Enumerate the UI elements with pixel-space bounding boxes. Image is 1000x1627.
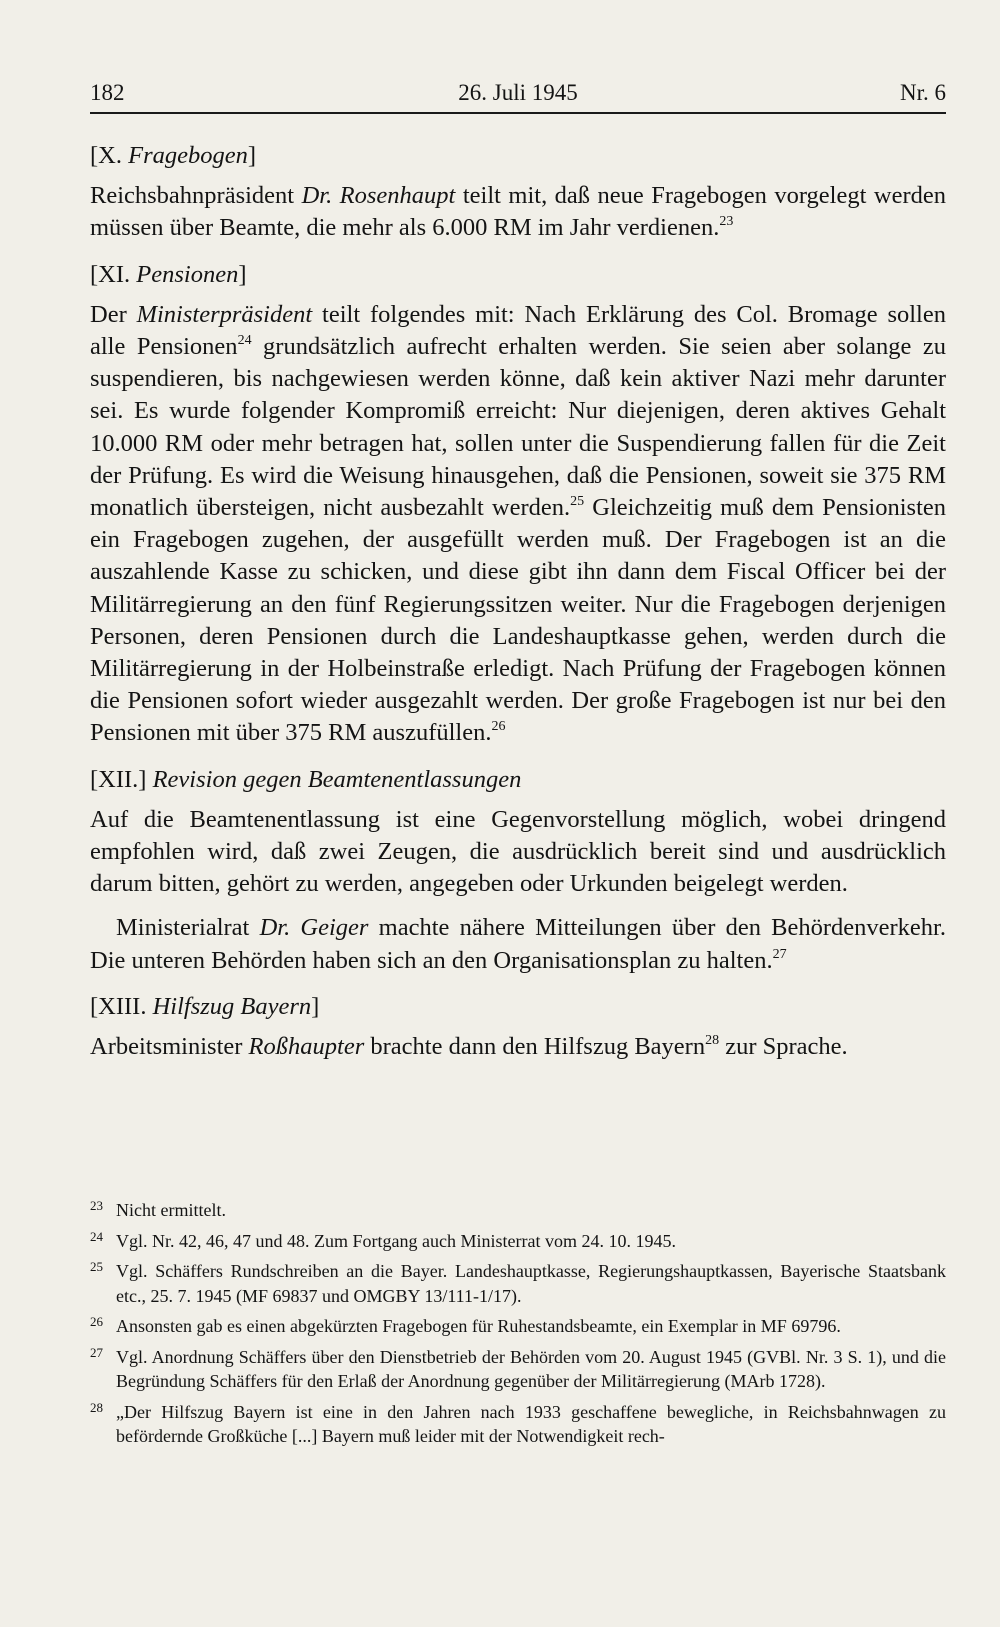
footnote-ref: 25 xyxy=(570,494,585,510)
footnote-ref: 26 xyxy=(491,719,506,735)
footnote-ref: 28 xyxy=(705,1033,720,1049)
section-heading-xii: [XII.] Revision gegen Beamtenentlassungen xyxy=(90,765,522,793)
main-text xyxy=(90,140,946,1077)
footnotes xyxy=(90,1198,946,1455)
section-heading-xi: [XI. Pensionen] xyxy=(90,260,247,288)
footnote: 23 Nicht ermittelt. xyxy=(90,1198,226,1220)
paragraph-xii-2: Ministerialrat Dr. Geiger machte nähere Mitteilungen über den Behördenverkehr. Die unteren Behörden haben sich an den Organisationsplan zu halten.$^{27}$ xyxy=(90,914,946,974)
footnote: 28 „Der Hilfszug Bayern ist eine in den Jahren nach 1933 geschaffene bewegliche, in Reichsbahnwagen zu befördernde Großküche [...] Bayern muß leider mit der Notwendigkeit rech- xyxy=(90,1399,946,1446)
section-heading-xiii: [XIII. Hilfszug Bayern] xyxy=(90,992,320,1020)
person-name: Dr. Rosenhaupt xyxy=(301,182,456,210)
document-number: Nr. 6 xyxy=(900,80,946,105)
header-date: 26. Juli 1945 xyxy=(458,80,578,105)
footnote: 27 Vgl. Anordnung Schäffers über den Dienstbetrieb der Behörden vom 20. August 1945 (GVBl. Nr. 3 S. 1), und die Begründung Schäffers für den Erlaß der Anordnung gegenüber der Militärregierung (MArb 1728). xyxy=(90,1344,946,1391)
page-number: 182 xyxy=(90,80,125,105)
person-name: Roßhaupter xyxy=(248,1033,365,1061)
person-name: Dr. Geiger xyxy=(259,914,369,942)
footnote-ref: 23 xyxy=(719,214,734,230)
footnote-ref: 27 xyxy=(772,946,787,962)
paragraph-xii-1: Auf die Beamtenentlassung ist eine Gegenvorstellung möglich, wobei dringend empfohlen wird, daß zwei Zeugen, die ausdrücklich bereit sind und ausdrücklich darum bitten, gehört zu werden, angegeben oder Urkunden beigelegt werden. xyxy=(90,805,946,898)
section-heading-x: [X. Fragebogen] xyxy=(90,142,257,169)
footnote: 25 Vgl. Schäffers Rundschreiben an die Bayer. Landeshauptkasse, Regierungshauptkassen, Bayerische Staatsbank etc., 25. 7. 1945 (MF 69837 und OMGBY 13/111-1/17). xyxy=(90,1259,946,1306)
paragraph-xiii-1: Arbeitsminister Roßhaupter brachte dann den Hilfszug Bayern$^{28}$ zur Sprache. xyxy=(90,1033,848,1061)
paragraph-x-1: Reichsbahnpräsident Dr. Rosenhaupt teilt mit, daß neue Fragebogen vorgelegt werden müssen über Beamte, die mehr als 6.000 RM im Jahr verdienen.$^{23}$ xyxy=(90,182,946,242)
footnote: 24 Vgl. Nr. 42, 46, 47 und 48. Zum Fortgang auch Ministerrat vom 24. 10. 1945. xyxy=(90,1228,676,1251)
page-header xyxy=(90,76,946,114)
footnote-ref: 24 xyxy=(237,333,252,349)
paragraph-xi-1: Der Ministerpräsident teilt folgendes mit: Nach Erklärung des Col. Bromage sollen alle Pensionen$^{24}$ grundsätzlich aufrecht erhalten werden. Sie seien aber solange zu suspendieren, bis nachgewiesen werden könne, daß kein aktiver Nazi mehr darunter sei. Es wurde folgender Kompromiß erreicht: Nur diejenigen, deren aktives Gehalt 10.000 RM oder mehr betragen hat, sollen unter die Suspendierung fallen für die Zeit der Prüfung. Es wird die Weisung hinausgehen, daß die Pensionen, soweit sie 375 RM monatlich übersteigen, nicht ausbezahlt werden.$^{25}$ Gleichzeitig muß dem Pensionisten ein Fragebogen zugehen, der ausgefüllt werden muß. Der Fragebogen ist an die auszahlende Kasse zu schicken, und diese gibt ihn dann dem Fiscal Officer bei der Militärregierung an den fünf Regierungssitzen weiter. Nur die Fragebogen derjenigen Personen, deren Pensionen durch die Landeshauptkasse gehen, werden durch die Militärregierung in der Holbeinstraße erledigt. Nach Prüfung der Fragebogen können die Pensionen sofort wieder ausgezahlt werden. Der große Fragebogen ist nur bei den Pensionen mit über 375 RM auszufüllen.$^{26}$ xyxy=(90,300,947,747)
person-title: Ministerpräsident xyxy=(136,300,313,328)
footnote: 26 Ansonsten gab es einen abgekürzten Fragebogen für Ruhestandsbeamte, ein Exemplar in MF 69796. xyxy=(90,1314,841,1336)
